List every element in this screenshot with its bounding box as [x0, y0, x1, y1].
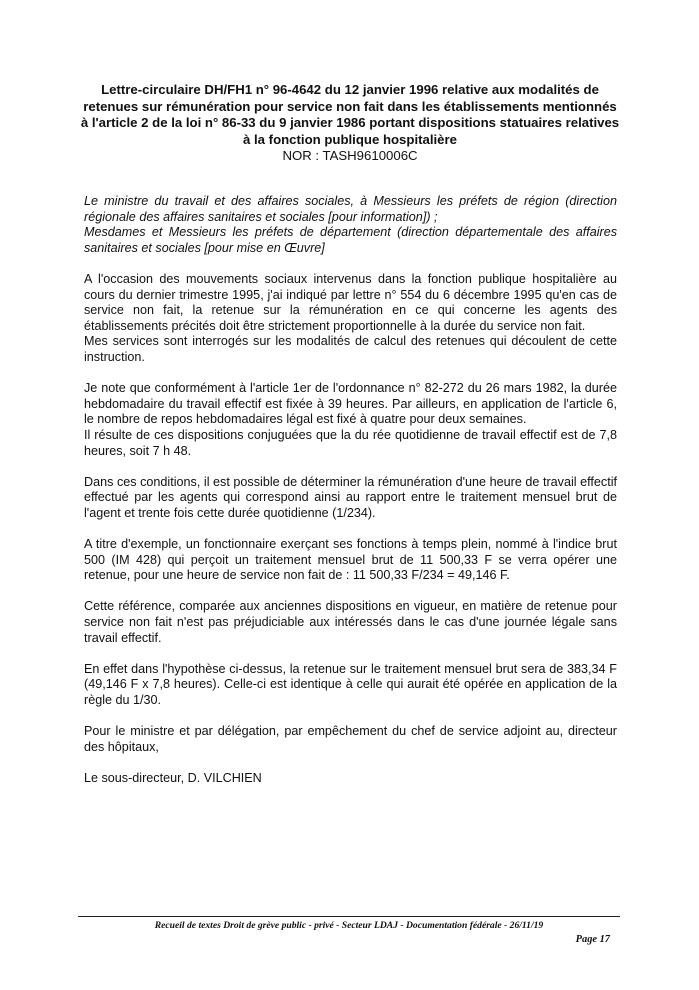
signature-line: Le sous-directeur, D. VILCHIEN: [84, 770, 262, 785]
paragraph-example: A titre d'exemple, un fonctionnaire exerçant ses fonctions à temps plein, nommé à l'indice brut 500 (IM 428) qui perçoit un traitement mensuel brut de 11 500,33 F se verra opérer une retenue, pour une heure de service non fait de : 11 500,33 F/234 = 49,146 F.: [84, 537, 617, 583]
paragraph-hourly-rate: Dans ces conditions, il est possible de déterminer la rémunération d'une heure de travail effectif effectué par les agents qui correspond ainsi au rapport entre le traitement mensuel brut de l'agent et trente fois cette durée quotidienne (1/234).: [84, 474, 617, 520]
paragraph-text: A l'occasion des mouvements sociaux intervenus dans la fonction publique hospitalière au cours du dernier trimestre 1995, j'ai indiqué par lettre n° 554 du 6 décembre 1995 qu'en cas de service non fait, la retenue sur la rémunération en ce qui concerne les agents des établissements précités doit être strictement proportionnelle à la durée du service non fait.: [84, 271, 617, 333]
paragraph-text: Je note que conformément à l'article 1er de l'ordonnance n° 82-272 du 26 mars 1982, la durée hebdomadaire du travail effectif est fixée à 39 heures. Par ailleurs, en application de l'article 6, le nombre de repos hebdomadaires légal est fixé à quatre pour deux semaines.: [84, 381, 617, 427]
paragraph-text: Il résulte de ces dispositions conjuguées que la du rée quotidienne de travail effectif est de 7,8 heures, soit 7 h 48.: [84, 427, 617, 458]
document-header: [78, 82, 622, 165]
nor-reference: NOR : TASH9610006C: [282, 148, 418, 163]
paragraph-context: [84, 272, 617, 366]
paragraph-calculation: En effet dans l'hypothèse ci-dessus, la retenue sur le traitement mensuel brut sera de 383,34 F (49,146 F x 7,8 heures). Celle-ci est identique à celle qui aurait été opérée en application de la règle du 1/30.: [84, 661, 617, 707]
addressees-block: [84, 194, 617, 256]
addressee-line: Mesdames et Messieurs les préfets de département (direction départementale des affaires sanitaires et sociales [pour mise en Œuvre]: [84, 225, 617, 255]
page-footer: [78, 916, 620, 947]
paragraph-text: Mes services sont interrogés sur les modalités de calcul des retenues qui découlent de cette instruction.: [84, 334, 617, 364]
delegation-line: Pour le ministre et par délégation, par empêchement du chef de service adjoint au, directeur des hôpitaux,: [84, 724, 617, 754]
paragraph-comparison: Cette référence, comparée aux anciennes dispositions en vigueur, en matière de retenue pour service non fait n'est pas préjudiciable aux intéressés dans le cas d'une journée légale sans travail effectif.: [84, 599, 617, 645]
paragraph-working-time: [84, 381, 617, 459]
footer-caption: Recueil de textes Droit de grève public - privé - Secteur LDAJ - Documentation fédérale - 26/11/19: [154, 920, 544, 931]
addressee-line: Le ministre du travail et des affaires sociales, à Messieurs les préfets de région (direction régionale des affaires sanitaires et sociales [pour information]) ;: [84, 194, 617, 224]
page-number: Page 17: [575, 934, 610, 945]
document-title: Lettre-circulaire DH/FH1 n° 96-4642 du 12 janvier 1996 relative aux modalités de retenues sur rémunération pour service non fait dans les établissements mentionnés à l'article 2 de la loi n° 86-33 du 9 janvier 1986 portant dispositions statuaires relatives à la fonction publique hospitalière: [80, 82, 620, 147]
document-body: [84, 194, 617, 802]
